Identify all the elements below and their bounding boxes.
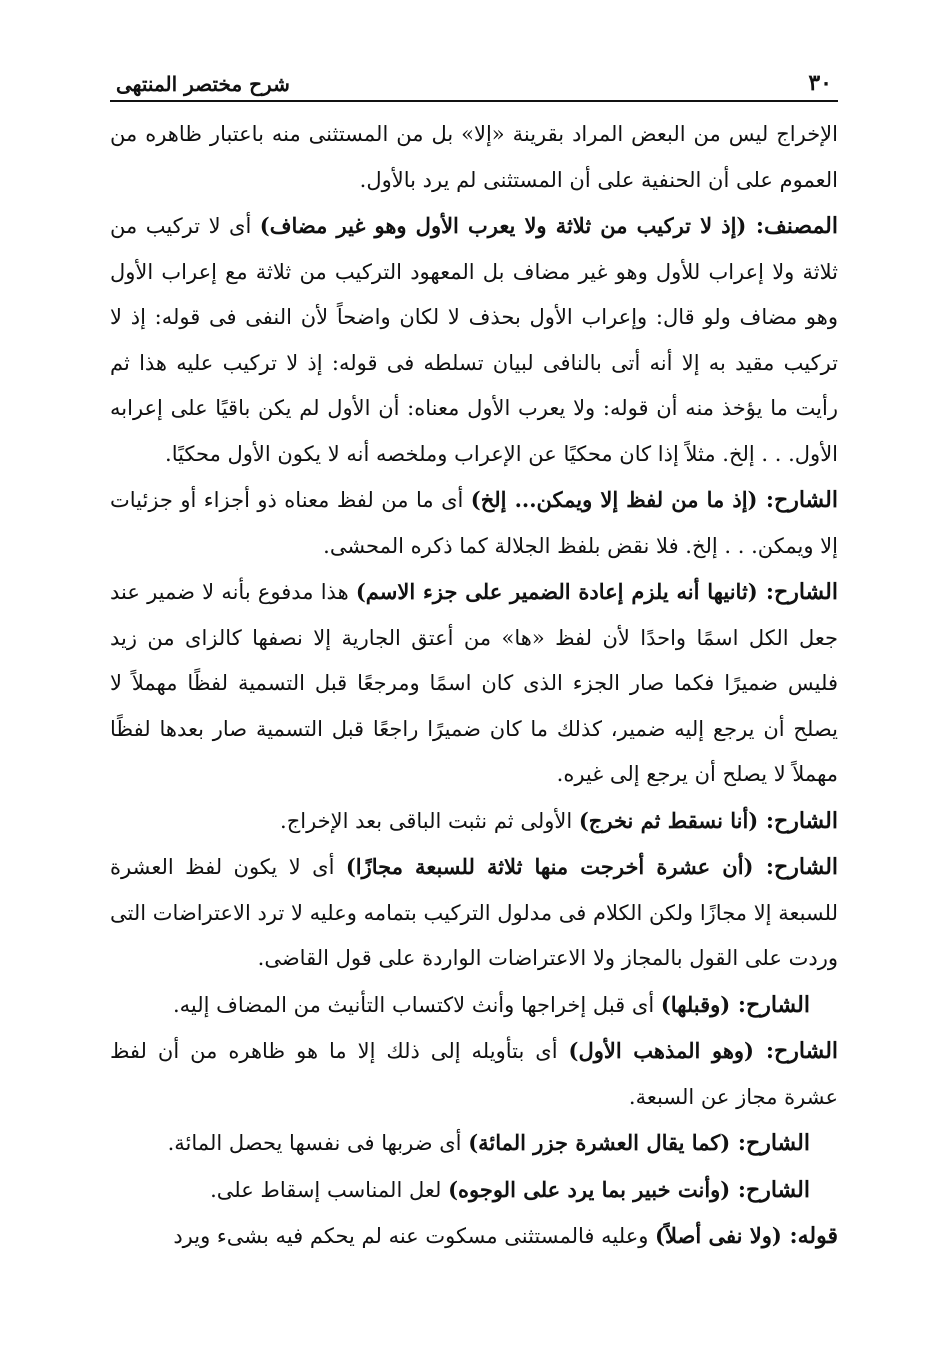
paragraph-text: أى قبل إخراجها وأنث لاكتساب التأنيث من المضاف إليه. bbox=[172, 992, 661, 1017]
paragraph-text: أى لا تركيب من ثلاثة ولا إعراب للأول وهو غير مضاف بل المعهود التركيب من ثلاثة مع إعراب الأول وهو مضاف ولو قال: وإعراب الأول بحذف لا لكان واضحاً لأن النفى فى قوله: إذ لا تركيب مقيد به إلا أنه أتى بالنافى لبيان تسلطه فى قوله: إذ لا تركيب عليه هذا ثم رأيت ما يؤخذ منه أن قوله: ولا يعرب الأول معناه: أن الأول لم يكن باقيًا على إعرابه الأول. . . إلخ. مثلاً إذا كان محكيًا عن الإعراب وملخصه أنه لا يكون الأول محكيًا. bbox=[110, 214, 838, 466]
body-text bbox=[110, 112, 838, 1260]
paragraph-text: هذا مدفوع بأنه لا ضمير عند جعل الكل اسمًا واحدًا لأن لفظ «ها» من أعتق الجارية إلا نصفها كالزاى من زيد فليس ضميرًا فكما صار الجزء الذى كان اسمًا ومرجعًا قبل التسمية لفظًا مهملاً لا يصلح أن يرجع إليه ضمير، كذلك ما كان ضميرًا راجعًا قبل التسمية صار بعدها لفظًا مهملاً لا يصلح أن يرجع إلى غيره. bbox=[110, 580, 838, 786]
running-header bbox=[110, 62, 838, 102]
paragraph bbox=[110, 112, 838, 203]
paragraph bbox=[110, 1120, 838, 1167]
paragraph-text: أى بتأويله إلى ذلك إلا ما هو ظاهره من أن لفظ عشرة مجاز عن السبعة. bbox=[110, 1039, 838, 1109]
paragraph-text: أى ما من لفظ معناه ذو أجزاء أو جزئيات إلا ويمكن. . . إلخ. فلا نقض بلفظ الجلالة كما ذكره المحشى. bbox=[110, 488, 838, 558]
paragraph-quote: (وقبلها) bbox=[660, 991, 731, 1017]
paragraph-text: أى ضربها فى نفسها يحصل المائة. bbox=[167, 1131, 469, 1155]
paragraph-lead: قوله: bbox=[781, 1223, 838, 1249]
paragraph-quote: (إذ ما من لفظ إلا ويمكن... إلخ) bbox=[470, 487, 758, 512]
page-number: ٣٠ bbox=[808, 70, 832, 96]
paragraph-lead: الشارح: bbox=[753, 1038, 839, 1064]
paragraph-text: وعليه فالمستثنى مسكوت عنه لم يحكم فيه بشىء ويرد bbox=[173, 1224, 656, 1248]
paragraph bbox=[110, 569, 838, 798]
book-page bbox=[110, 62, 838, 1260]
paragraph-lead: الشارح: bbox=[758, 807, 838, 834]
paragraph-lead: الشارح: bbox=[730, 1176, 810, 1203]
paragraph-text: الأولى ثم نثبت الباقى بعد الإخراج. bbox=[280, 808, 579, 833]
paragraph bbox=[110, 844, 838, 982]
paragraph bbox=[110, 203, 838, 477]
paragraph-lead: الشارح: bbox=[730, 991, 810, 1018]
paragraph-lead: الشارح: bbox=[753, 854, 839, 880]
paragraph-lead: الشارح: bbox=[730, 1130, 810, 1156]
paragraph-lead: المصنف: bbox=[746, 213, 838, 239]
paragraph bbox=[110, 1028, 838, 1120]
paragraph-quote: (إذ لا تركيب من ثلاثة ولا يعرب الأول وهو غير مضاف) bbox=[259, 213, 747, 238]
paragraph-quote: (ولا نفى أصلاً) bbox=[655, 1223, 782, 1248]
paragraph-quote: (أنا نسقط ثم نخرج) bbox=[578, 807, 759, 833]
paragraph bbox=[110, 477, 838, 569]
paragraph-quote: (ثانيها أنه يلزم إعادة الضمير على جزء الاسم) bbox=[355, 579, 758, 604]
paragraph-lead: الشارح: bbox=[757, 487, 838, 513]
paragraph-quote: (كما يقال العشرة جزر المائة) bbox=[468, 1130, 731, 1155]
paragraph-text: الإخراج ليس من البعض المراد بقرينة «إلا» بل من المستثنى منه باعتبار ظاهره من العموم على أن الحنفية على أن المستثنى لم يرد بالأول. bbox=[110, 122, 838, 192]
paragraph bbox=[110, 1167, 838, 1214]
paragraph-quote: (أن عشرة أخرجت منها ثلاثة للسبعة مجازًا) bbox=[345, 854, 754, 879]
paragraph bbox=[110, 1213, 838, 1260]
book-title: شرح مختصر المنتهى bbox=[116, 72, 290, 96]
paragraph-quote: (وأنت خبير بما يرد على الوجوه) bbox=[448, 1176, 731, 1202]
paragraph-text: أى لا يكون لفظ العشرة للسبعة إلا مجازًا ولكن الكلام فى مدلول التركيب بتمامه وعليه لا ترد الاعتراضات التى وردت على القول بالمجاز ولا الاعتراضات الواردة على قول القاضى. bbox=[110, 855, 838, 970]
paragraph-lead: الشارح: bbox=[757, 579, 838, 605]
paragraph bbox=[110, 798, 838, 845]
paragraph-quote: (وهو المذهب الأول) bbox=[568, 1038, 754, 1063]
paragraph-text: لعل المناسب إسقاط على. bbox=[210, 1177, 449, 1202]
paragraph bbox=[110, 982, 838, 1029]
